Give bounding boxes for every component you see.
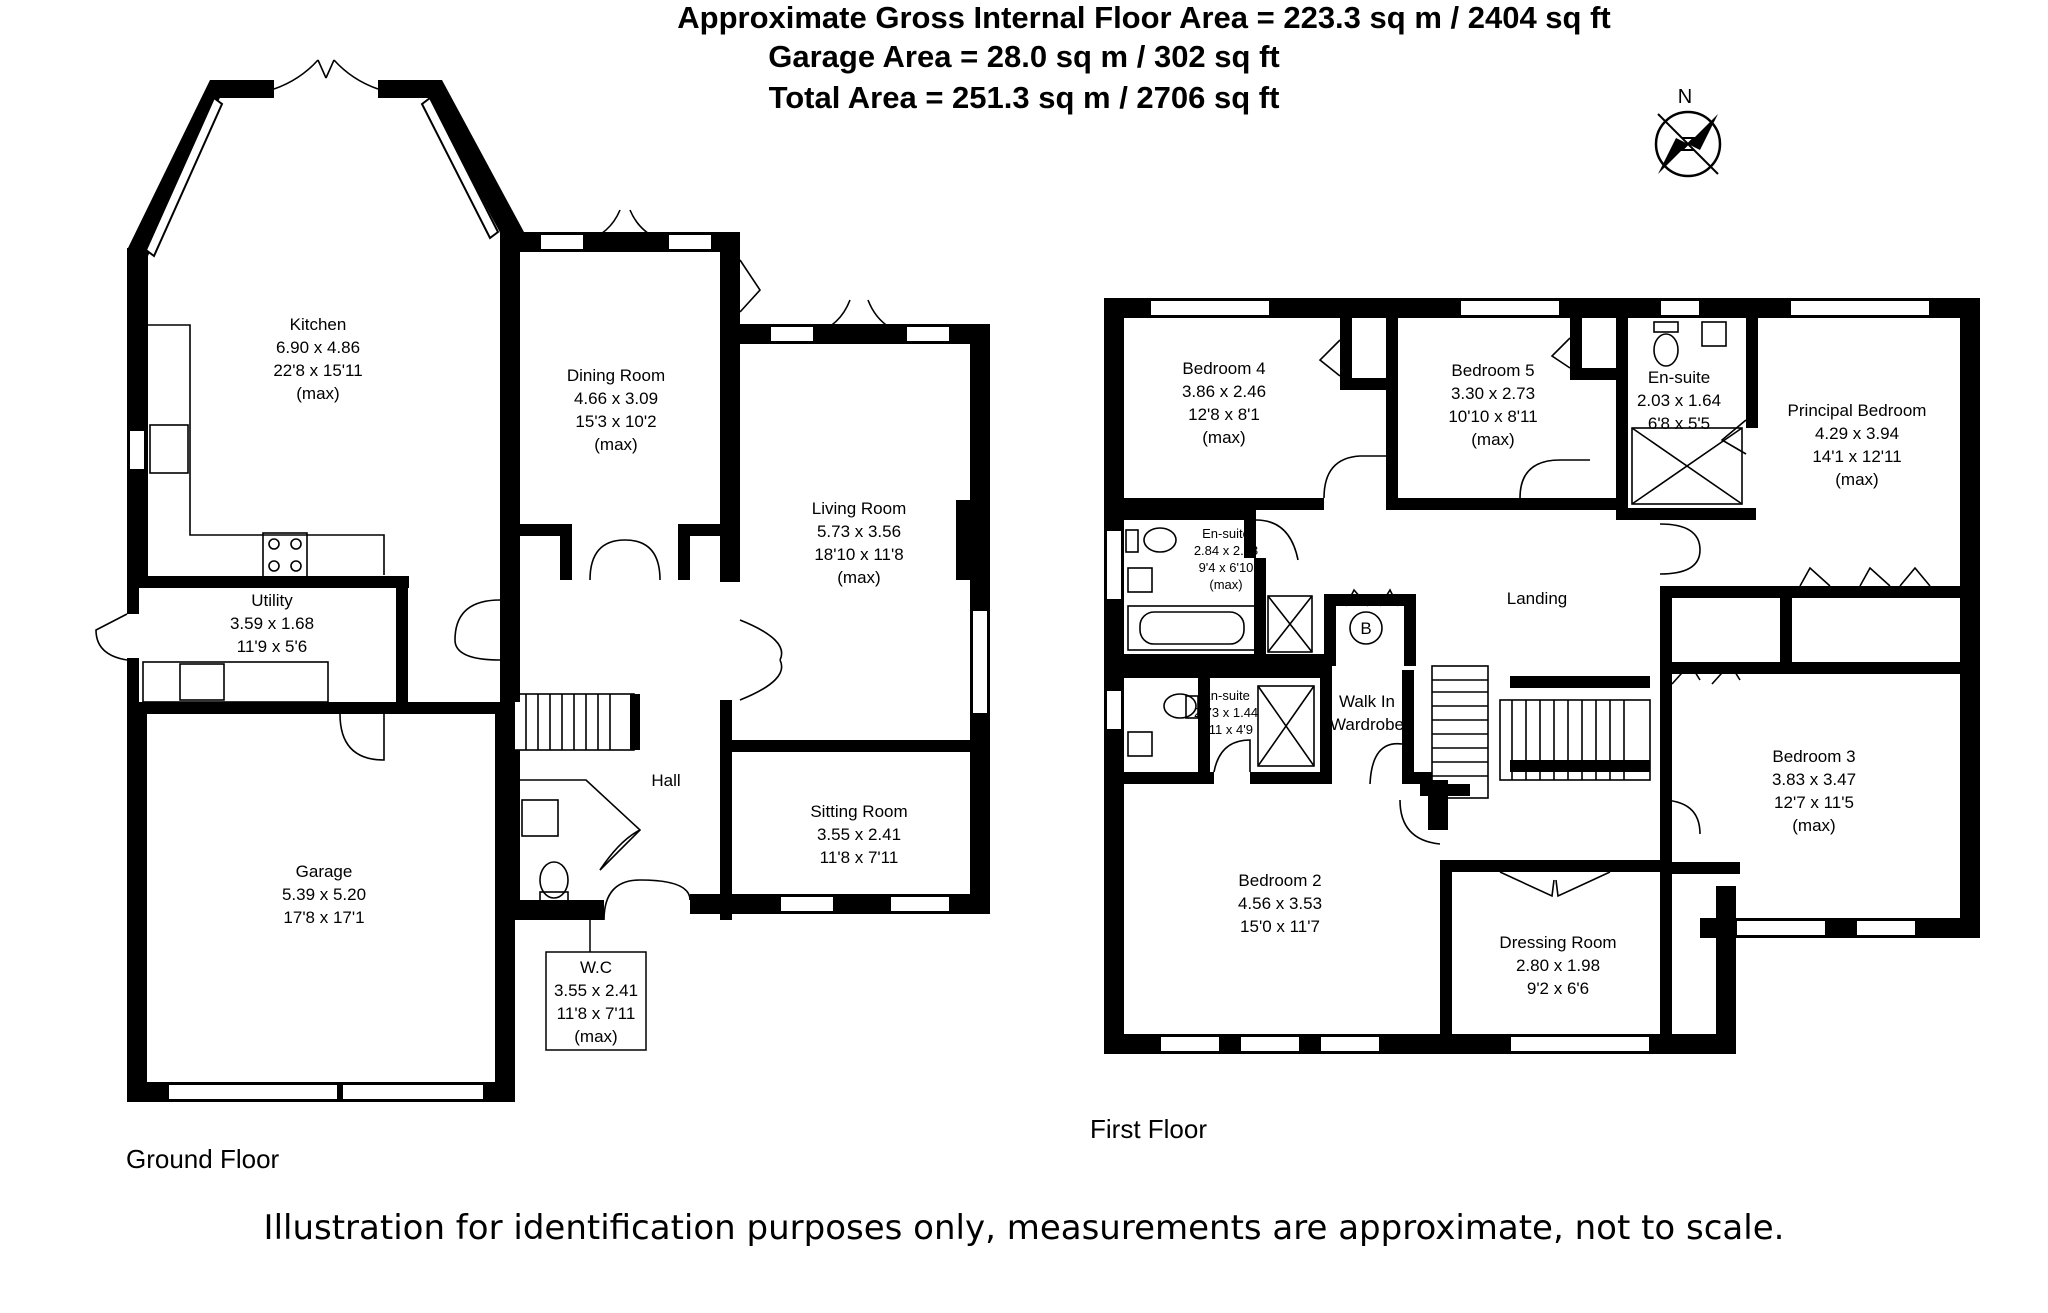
svg-text:6'8 x 5'5: 6'8 x 5'5 xyxy=(1647,414,1711,433)
svg-text:6.90 x 4.86: 6.90 x 4.86 xyxy=(275,338,361,357)
svg-text:Bedroom 4: Bedroom 4 xyxy=(1182,359,1266,378)
svg-text:11'8 x 7'11: 11'8 x 7'11 xyxy=(819,848,899,867)
room-label-bedroom-4 xyxy=(1182,359,1266,447)
room-label-living xyxy=(812,499,907,587)
ground-floor-label: Ground Floor xyxy=(126,1144,280,1174)
svg-text:Bedroom 5: Bedroom 5 xyxy=(1451,361,1535,380)
svg-text:3.55 x 2.41: 3.55 x 2.41 xyxy=(816,825,902,844)
svg-text:4.29 x 3.94: 4.29 x 3.94 xyxy=(1814,424,1900,443)
svg-text:22'8 x 15'11: 22'8 x 15'11 xyxy=(273,361,363,380)
svg-text:Dining Room: Dining Room xyxy=(566,366,666,385)
boiler-label: B xyxy=(1360,619,1372,638)
room-label-hall: Hall xyxy=(651,771,681,790)
svg-text:9'4 x 6'10: 9'4 x 6'10 xyxy=(1198,560,1254,575)
svg-text:10'10 x 8'11: 10'10 x 8'11 xyxy=(1448,407,1538,426)
compass-rose-icon xyxy=(1656,86,1720,176)
svg-text:Walk In: Walk In xyxy=(1338,692,1396,711)
room-label-ensuite-lower xyxy=(1194,688,1258,737)
svg-text:2.73 x 1.44: 2.73 x 1.44 xyxy=(1193,705,1259,720)
svg-text:3.86 x 2.46: 3.86 x 2.46 xyxy=(1181,382,1267,401)
svg-text:Utility: Utility xyxy=(251,591,293,610)
svg-text:(max): (max) xyxy=(574,1027,618,1046)
room-label-garage xyxy=(282,862,366,927)
svg-text:12'8 x 8'1: 12'8 x 8'1 xyxy=(1188,405,1260,424)
svg-text:2.80 x 1.98: 2.80 x 1.98 xyxy=(1515,956,1601,975)
room-label-dressing-room xyxy=(1499,933,1616,998)
room-label-bedroom-3 xyxy=(1772,747,1856,835)
svg-text:Wardrobe: Wardrobe xyxy=(1329,715,1405,734)
svg-text:Bedroom 2: Bedroom 2 xyxy=(1238,871,1322,890)
svg-text:17'8 x 17'1: 17'8 x 17'1 xyxy=(283,908,365,927)
room-label-dining xyxy=(567,366,665,454)
svg-text:Principal Bedroom: Principal Bedroom xyxy=(1787,401,1927,420)
svg-text:3.83 x 3.47: 3.83 x 3.47 xyxy=(1771,770,1857,789)
svg-text:11'9 x 5'6: 11'9 x 5'6 xyxy=(236,637,308,656)
svg-text:4.56 x 3.53: 4.56 x 3.53 xyxy=(1237,894,1323,913)
room-label-ensuite-left xyxy=(1194,526,1258,592)
svg-text:Dressing Room: Dressing Room xyxy=(1499,933,1617,952)
svg-text:En-suite: En-suite xyxy=(1647,368,1711,387)
room-label-utility xyxy=(230,591,314,656)
room-label-landing: Landing xyxy=(1506,589,1568,608)
svg-text:8'11 x 4'9: 8'11 x 4'9 xyxy=(1199,722,1253,737)
svg-text:En-suite: En-suite xyxy=(1202,688,1250,703)
svg-text:(max): (max) xyxy=(1209,577,1243,592)
svg-text:W.C: W.C xyxy=(579,958,613,977)
svg-text:Bedroom 3: Bedroom 3 xyxy=(1772,747,1856,766)
svg-text:(max): (max) xyxy=(1471,430,1515,449)
svg-text:(max): (max) xyxy=(837,568,881,587)
svg-text:14'1 x 12'11: 14'1 x 12'11 xyxy=(1812,447,1902,466)
room-label-bedroom-5 xyxy=(1448,361,1537,449)
room-label-bedroom-2 xyxy=(1238,871,1322,936)
svg-text:(max): (max) xyxy=(594,435,638,454)
svg-text:12'7 x 11'5: 12'7 x 11'5 xyxy=(1774,793,1854,812)
svg-text:2.03 x 1.64: 2.03 x 1.64 xyxy=(1636,391,1722,410)
svg-text:9'2 x 6'6: 9'2 x 6'6 xyxy=(1526,979,1590,998)
room-label-ensuite-top xyxy=(1637,368,1721,433)
svg-text:(max): (max) xyxy=(296,384,340,403)
first-floor-label: First Floor xyxy=(1090,1114,1207,1144)
svg-text:5.73 x 3.56: 5.73 x 3.56 xyxy=(816,522,902,541)
svg-text:(max): (max) xyxy=(1202,428,1246,447)
svg-text:4.66 x 3.09: 4.66 x 3.09 xyxy=(573,389,659,408)
svg-text:En-suite: En-suite xyxy=(1202,526,1250,541)
svg-text:3.59 x 1.68: 3.59 x 1.68 xyxy=(229,614,315,633)
svg-text:15'3 x 10'2: 15'3 x 10'2 xyxy=(575,412,657,431)
room-label-principal-bedroom xyxy=(1788,401,1927,489)
room-label-kitchen xyxy=(273,315,362,403)
floor-area-heading: Approximate Gross Internal Floor Area = 223.3 sq m / 2404 sq ft xyxy=(677,0,1611,35)
svg-text:3.55 x 2.41: 3.55 x 2.41 xyxy=(553,981,639,1000)
svg-text:Kitchen: Kitchen xyxy=(289,315,347,334)
total-area-heading: Total Area = 251.3 sq m / 2706 sq ft xyxy=(768,80,1280,115)
svg-text:18'10 x 11'8: 18'10 x 11'8 xyxy=(814,545,904,564)
svg-text:(max): (max) xyxy=(1792,816,1836,835)
svg-text:15'0 x 11'7: 15'0 x 11'7 xyxy=(1240,917,1320,936)
svg-text:Sitting Room: Sitting Room xyxy=(810,802,908,821)
disclaimer-text: Illustration for identification purposes only, measurements are approximate, not to scale. xyxy=(263,1208,1785,1248)
svg-text:11'8 x 7'11: 11'8 x 7'11 xyxy=(556,1004,636,1023)
compass-north-label: N xyxy=(1677,86,1693,108)
garage-area-heading: Garage Area = 28.0 sq m / 302 sq ft xyxy=(768,39,1280,74)
svg-text:5.39 x 5.20: 5.39 x 5.20 xyxy=(281,885,367,904)
svg-text:2.84 x 2.08: 2.84 x 2.08 xyxy=(1193,543,1259,558)
svg-text:Garage: Garage xyxy=(295,862,353,881)
svg-text:3.30 x 2.73: 3.30 x 2.73 xyxy=(1450,384,1536,403)
svg-text:(max): (max) xyxy=(1835,470,1879,489)
room-label-sitting xyxy=(810,802,907,867)
room-label-walk-in-wardrobe xyxy=(1330,692,1404,734)
svg-text:Living Room: Living Room xyxy=(811,499,907,518)
